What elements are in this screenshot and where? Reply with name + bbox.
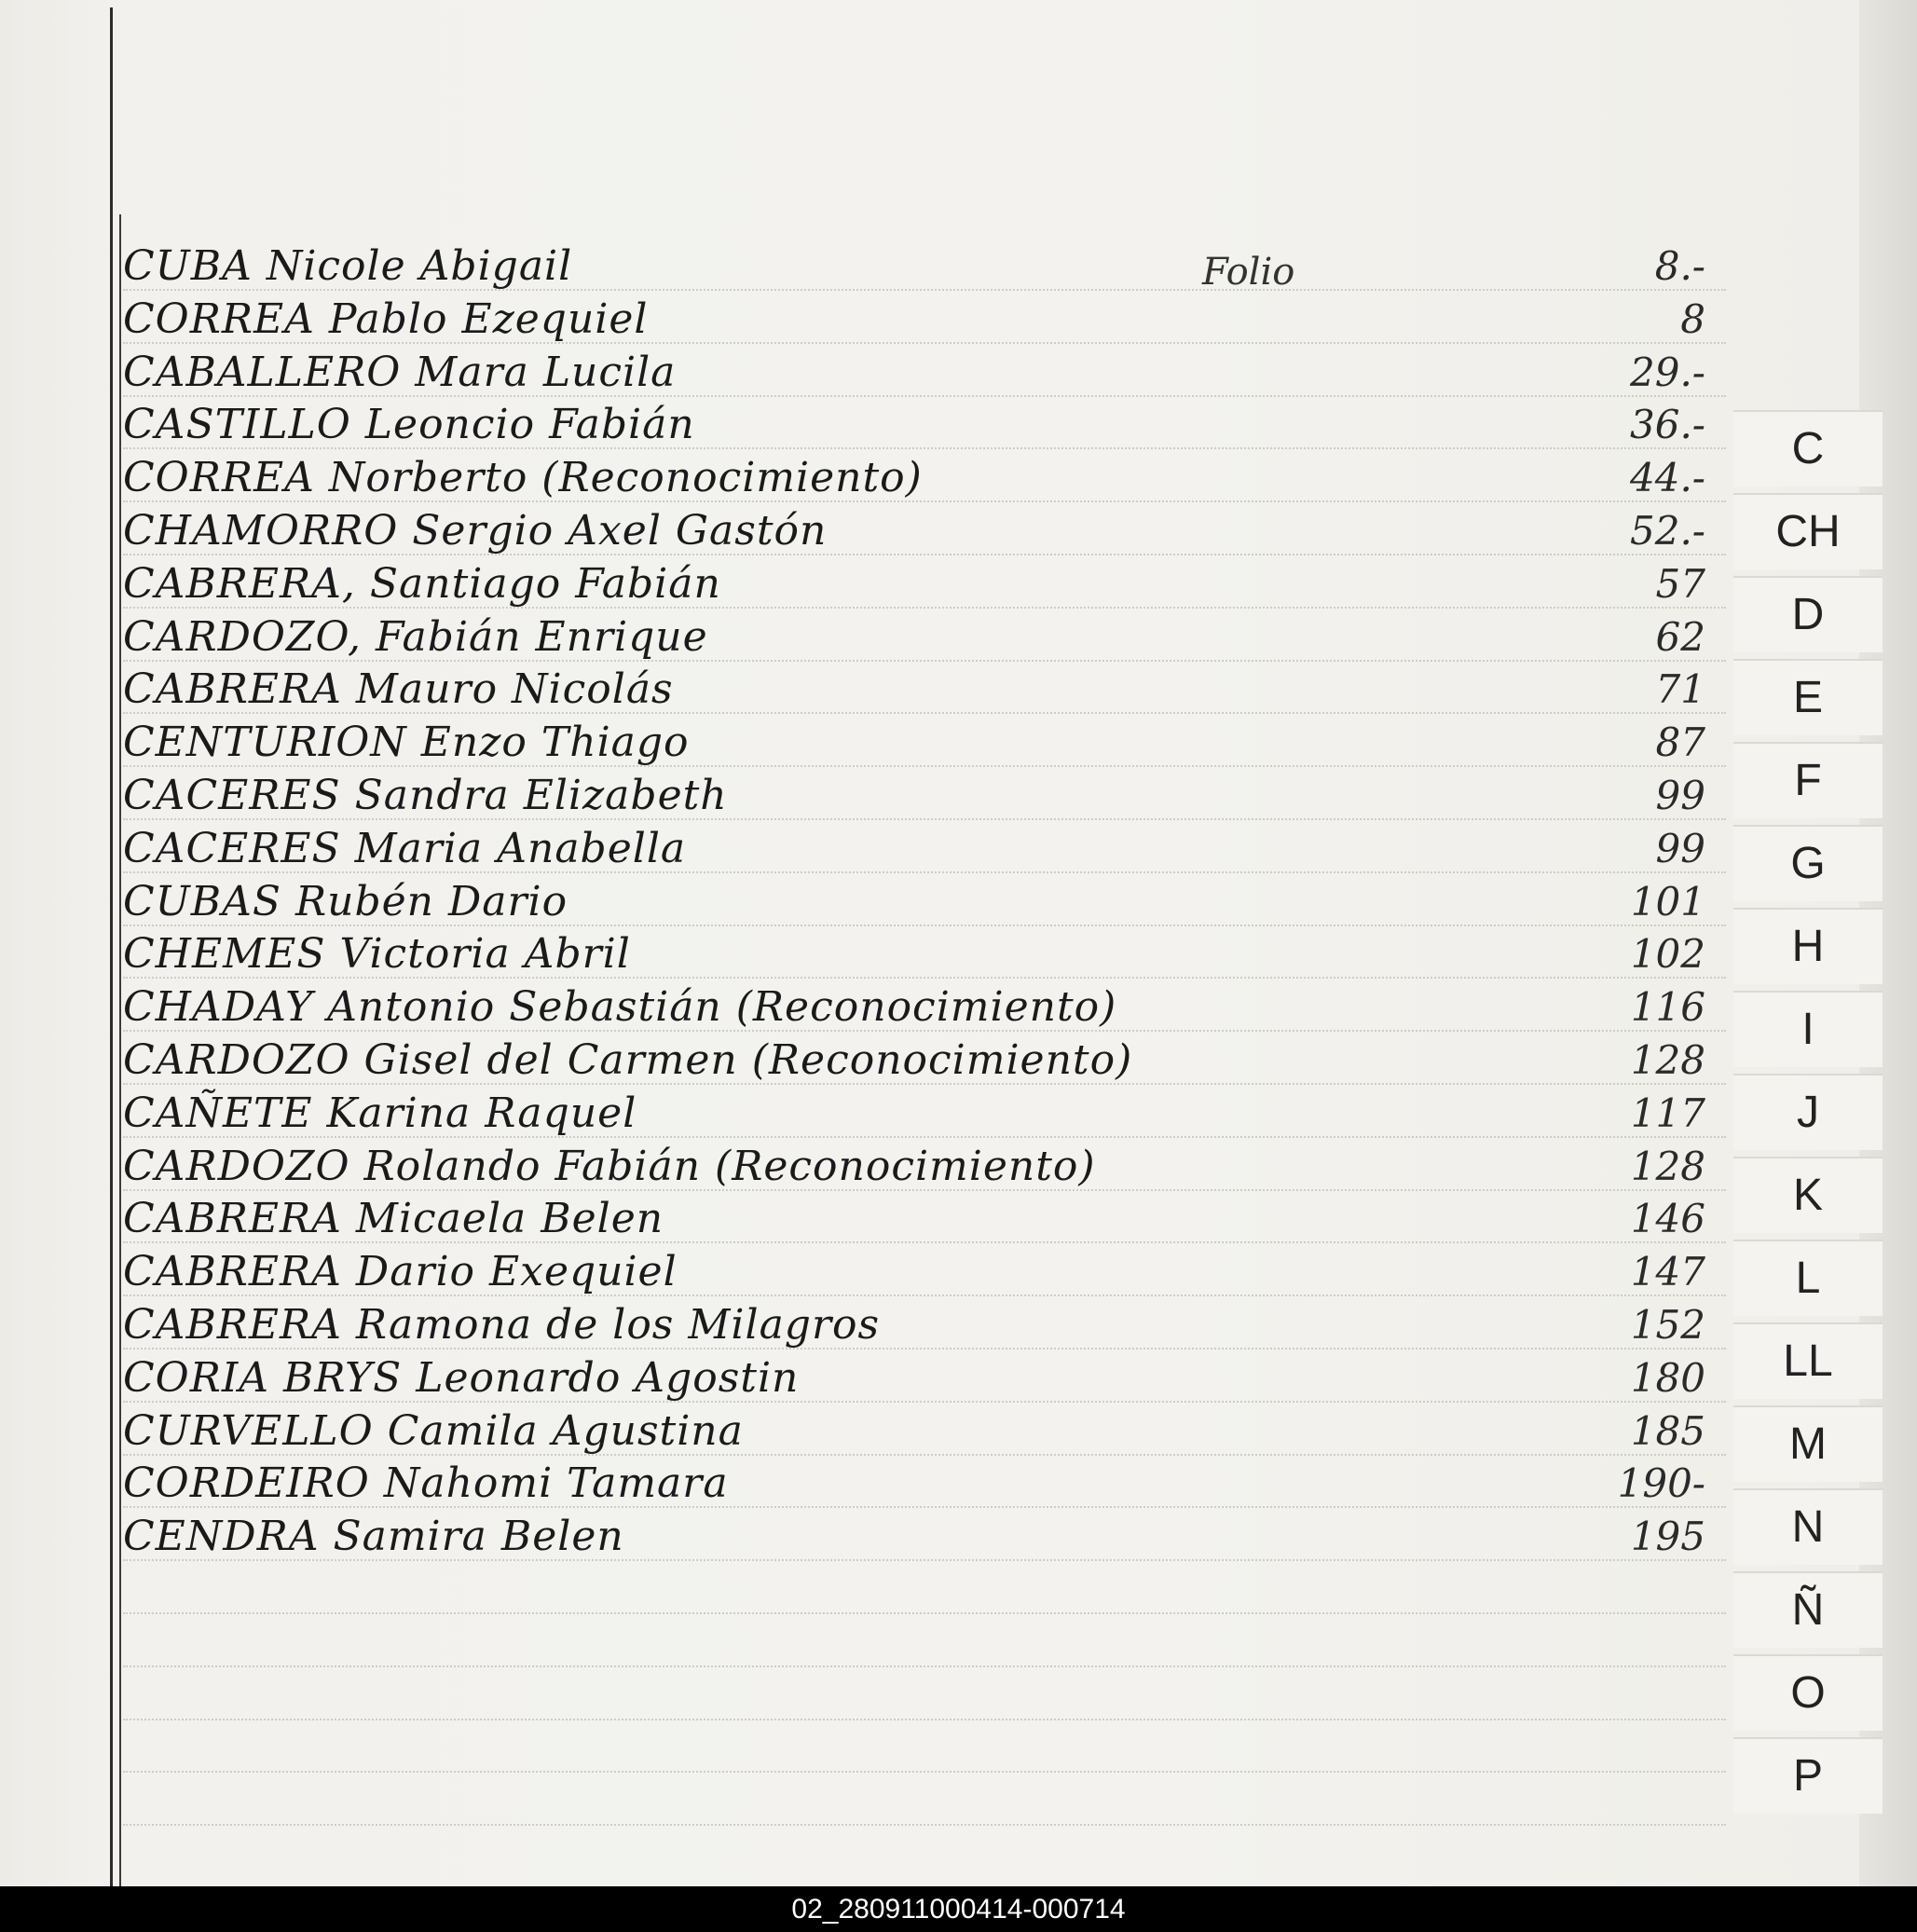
entry-name: CAÑETE Karina Raquel (123, 1089, 637, 1137)
entry-page-number: 101 (1630, 878, 1705, 925)
index-tab[interactable]: D (1733, 576, 1883, 652)
entry-page-number: 87 (1655, 719, 1705, 766)
entry-page-number: 180 (1630, 1354, 1705, 1401)
entry-page-number: 52.- (1630, 508, 1705, 554)
entry-page-number: 117 (1630, 1089, 1705, 1136)
entry-page-number: 190- (1617, 1460, 1705, 1507)
entry-page-number: 8 (1680, 295, 1705, 342)
index-tab[interactable]: Ñ (1733, 1571, 1883, 1648)
ruled-line (123, 1771, 1726, 1773)
entry-name: CABRERA Micaela Belen (123, 1195, 664, 1243)
index-tab[interactable]: H (1733, 908, 1883, 984)
entry-name: CABALLERO Mara Lucila (123, 348, 677, 396)
index-tab[interactable]: O (1733, 1654, 1883, 1731)
ruled-line (123, 1612, 1726, 1614)
entry-name: CHEMES Victoria Abril (123, 930, 631, 979)
index-tab[interactable]: L (1733, 1240, 1883, 1316)
alphabet-index-tabs (1733, 410, 1892, 1864)
index-tab[interactable]: N (1733, 1488, 1883, 1565)
entry-page-number: 146 (1630, 1196, 1705, 1242)
entry-name: CORIA BRYS Leonardo Agostin (123, 1353, 800, 1402)
index-tab[interactable]: M (1733, 1405, 1883, 1482)
index-tab[interactable]: I (1733, 991, 1883, 1067)
entry-name: CABRERA Mauro Nicolás (123, 665, 674, 714)
entry-page-number: 128 (1630, 1037, 1705, 1083)
index-tab[interactable]: J (1733, 1074, 1883, 1150)
entry-page-number: 195 (1630, 1514, 1705, 1560)
index-tab[interactable]: F (1733, 742, 1883, 818)
entry-page-number: 102 (1630, 931, 1705, 978)
entry-page-number: 99 (1655, 773, 1705, 818)
index-tab[interactable]: G (1733, 825, 1883, 901)
entry-page-number: 36.- (1630, 402, 1705, 448)
image-identifier: 02_280911000414-000714 (0, 1886, 1917, 1932)
index-tab[interactable]: E (1733, 659, 1883, 735)
entry-name: CASTILLO Leoncio Fabián (123, 401, 695, 449)
entry-name: CARDOZO Rolando Fabián (Reconocimiento) (123, 1142, 1096, 1190)
entry-page-number: 116 (1630, 984, 1705, 1031)
entry-page-number: 44.- (1630, 455, 1705, 501)
entry-page-number: 29.- (1630, 349, 1705, 395)
entry-name: CENDRA Samira Belen (123, 1513, 624, 1561)
entry-page-number: 57 (1655, 560, 1705, 607)
entry-name: CENTURION Enzo Thiago (123, 719, 690, 767)
entry-name: CORREA Pablo Ezequiel (123, 295, 649, 343)
index-tab[interactable]: K (1733, 1157, 1883, 1233)
entry-name: CURVELLO Camila Agustina (123, 1406, 744, 1455)
entry-name: CABRERA, Santiago Fabián (123, 559, 721, 608)
index-tab[interactable]: CH (1733, 493, 1883, 569)
entry-name: CHAMORRO Sergio Axel Gastón (123, 507, 828, 555)
entry-name: CORREA Norberto (Reconocimiento) (123, 454, 923, 502)
entry-name: CUBAS Rubén Dario (123, 877, 568, 925)
entry-name: CABRERA Ramona de los Milagros (123, 1301, 881, 1349)
entry-page-number: 152 (1630, 1302, 1705, 1348)
entry-name: CUBA Nicole Abigail (123, 242, 573, 290)
margin-line (110, 7, 113, 1886)
entry-page-number: 62 (1655, 613, 1705, 660)
entry-page-number: 99 (1655, 825, 1705, 871)
entry-name: CARDOZO Gisel del Carmen (Reconocimiento) (123, 1036, 1133, 1084)
ruled-line (123, 1824, 1726, 1826)
index-tab[interactable]: P (1733, 1737, 1883, 1814)
entry-name: CORDEIRO Nahomi Tamara (123, 1459, 729, 1508)
entry-page-number: 147 (1630, 1249, 1705, 1295)
entry-note: Folio (1202, 251, 1295, 294)
entry-name: CACERES Sandra Elizabeth (123, 772, 728, 819)
ruled-line (123, 1665, 1726, 1667)
entry-name: CABRERA Dario Exequiel (123, 1248, 678, 1296)
entry-page-number: 128 (1630, 1143, 1705, 1189)
entry-page-number: 185 (1630, 1407, 1705, 1454)
entry-page-number: 71 (1655, 666, 1705, 713)
entry-name: CARDOZO, Fabián Enrique (123, 612, 708, 661)
entry-name: CACERES Maria Anabella (123, 824, 687, 872)
entry-name: CHADAY Antonio Sebastián (Reconocimiento) (123, 983, 1117, 1032)
margin-line-inner (119, 214, 121, 1886)
index-tab[interactable]: LL (1733, 1322, 1883, 1399)
index-tab[interactable]: C (1733, 410, 1883, 486)
ruled-line (123, 1719, 1726, 1720)
entry-page-number: 8.- (1654, 243, 1705, 289)
